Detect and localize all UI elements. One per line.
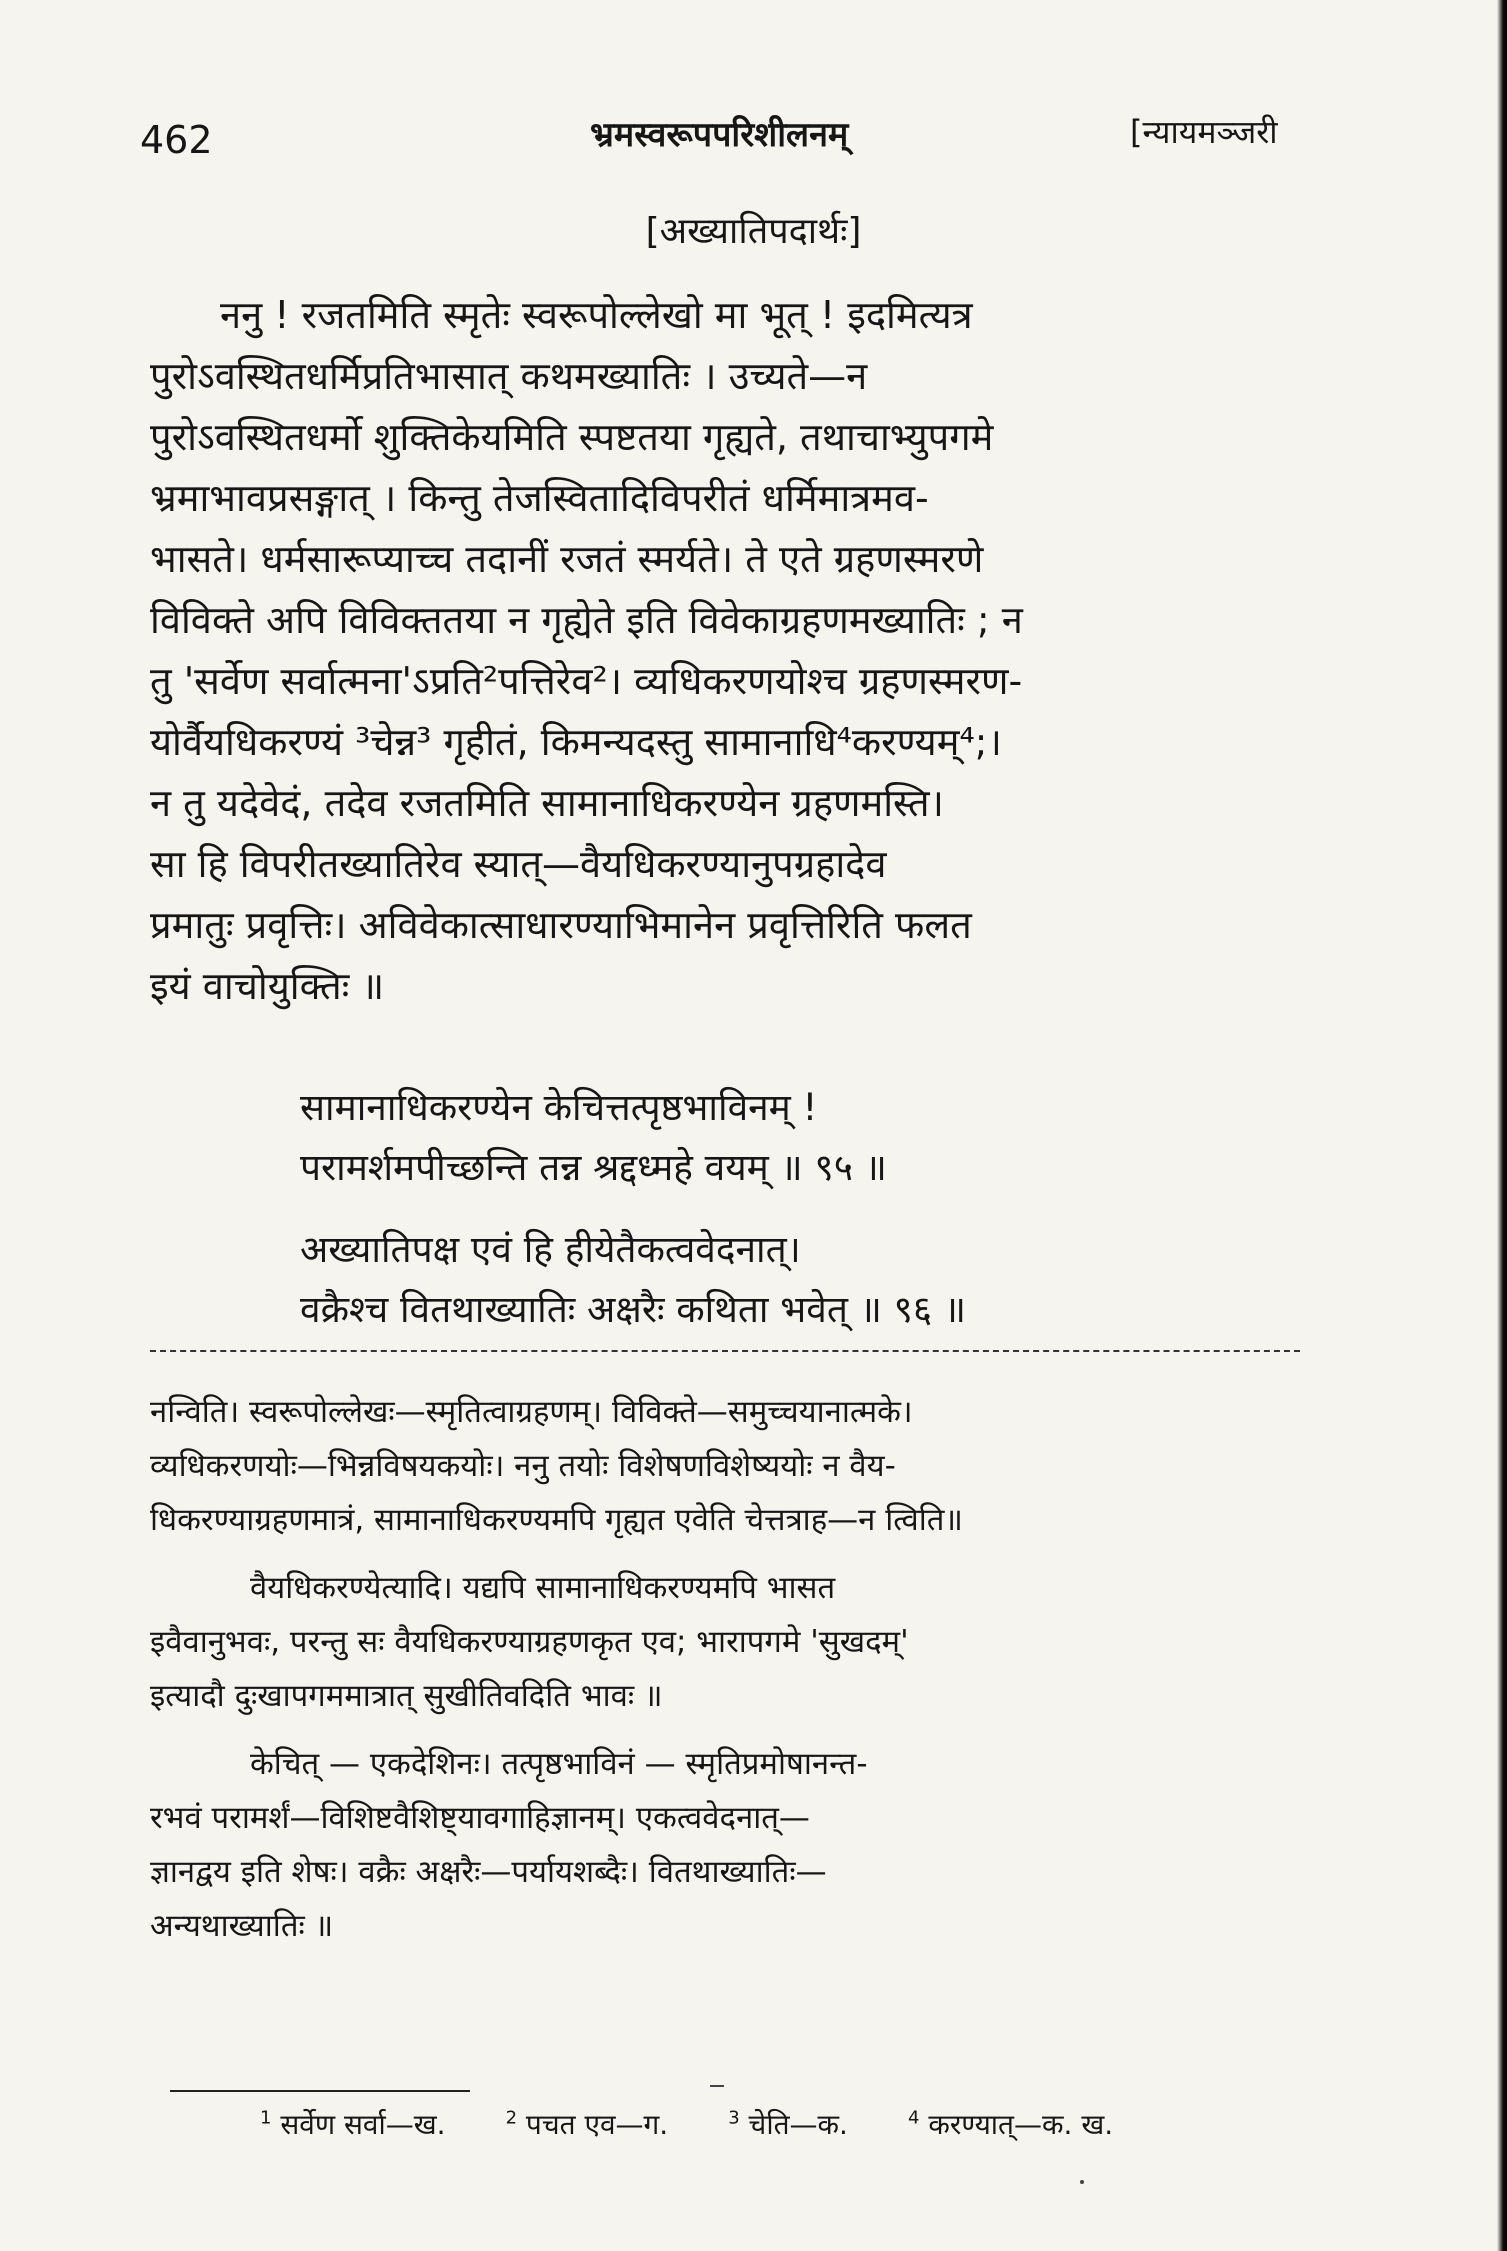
footnote-text: चेति—क. — [748, 2108, 848, 2141]
main-line: प्रमातुः प्रवृत्तिः। अविवेकात्साधारण्याभिमानेन प्रवृत्तिरिति फलत — [150, 903, 972, 947]
main-line: सा हि विपरीतख्यातिरेव स्यात्—वैयधिकरण्यानुपग्रहादेव — [150, 842, 887, 886]
main-line: पुरोऽवस्थितधर्मो शुक्तिकेयमिति स्पष्टतया गृह्यते, तथाचाभ्युपगमे — [150, 415, 994, 459]
verse-line: अख्यातिपक्ष एवं हि हीयेतैकत्ववेदनात्। — [300, 1228, 801, 1271]
main-line: ननु ! रजतमिति स्मृतेः स्वरूपोल्लेखो मा भूत् ! इदमित्यत्र — [220, 293, 973, 337]
footnote-text: सर्वेण सर्वा—ख. — [280, 2108, 446, 2141]
book-title: [न्यायमञ्जरी — [1130, 113, 1278, 151]
footnote — [728, 2105, 848, 2143]
commentary-line: व्यधिकरणयोः—भिन्नविषयकयोः। ननु तयोः विशेषणविशेष्ययोः न वैय- — [150, 1448, 896, 1484]
footnote — [908, 2105, 1113, 2143]
main-line: विविक्ते अपि विविक्ततया न गृह्येते इति विवेकाग्रहणमख्यातिः ; न — [150, 598, 1023, 642]
main-line: इयं वाचोयुक्तिः ॥ — [150, 964, 385, 1008]
footnote-mark: 3 — [728, 2107, 740, 2129]
commentary-paragraph — [150, 1385, 1300, 1547]
running-title: भ्रमस्वरूपपरिशीलनम् — [590, 115, 849, 155]
footnote — [260, 2105, 446, 2143]
footnote-text: करण्यात्—क. ख. — [928, 2108, 1114, 2141]
footnote-divider — [170, 2090, 470, 2092]
verse-95 — [300, 1078, 1250, 1198]
verse-96 — [300, 1220, 1250, 1340]
main-text — [150, 285, 1300, 1017]
commentary-line: ज्ञानद्वय इति शेषः। वक्रैः अक्षरैः—पर्यायशब्दैः। वितथाख्यातिः— — [150, 1854, 827, 1890]
page-number: 462 — [140, 118, 213, 162]
commentary — [150, 1385, 1300, 1967]
main-line: योर्वैयधिकरण्यं ³चेन्न³ गृहीतं, किमन्यदस्तु सामानाधि⁴करण्यम्⁴;। — [150, 720, 1002, 764]
commentary-paragraph — [150, 1561, 1300, 1723]
footnote-mark: 1 — [260, 2107, 272, 2129]
main-line: भासते। धर्मसारूप्याच्च तदानीं रजतं स्मर्यते। ते एते ग्रहणस्मरणे — [150, 537, 984, 581]
footnote-mark: 4 — [907, 2107, 920, 2129]
main-line: तु 'सर्वेण सर्वात्मना'ऽप्रति²पत्तिरेव²। व्यधिकरणयोश्च ग्रहणस्मरण- — [150, 659, 1023, 703]
main-line: न तु यदेवेदं, तदेव रजतमिति सामानाधिकरण्येन ग्रहणमस्ति। — [150, 781, 944, 825]
verse-line: वक्रैश्च वितथाख्यातिः अक्षरैः कथिता भवेत् ॥ ९६ ॥ — [300, 1288, 967, 1331]
footnote-mark: 2 — [505, 2107, 518, 2129]
commentary-line: नन्विति। स्वरूपोल्लेखः—स्मृतित्वाग्रहणम्। विविक्ते—समुच्चयानात्मके। — [150, 1394, 913, 1430]
scan-speck — [1080, 2180, 1084, 2184]
footnotes — [260, 2105, 1113, 2143]
main-line: पुरोऽवस्थितधर्मिप्रतिभासात् कथमख्यातिः । उच्यते—न — [150, 354, 868, 398]
commentary-line: इवैवानुभवः, परन्तु सः वैयधिकरण्याग्रहणकृत एव; भारापगमे 'सुखदम्' — [150, 1624, 909, 1660]
commentary-line: इत्यादौ दुःखापगममात्रात् सुखीतिवदिति भावः ॥ — [150, 1678, 663, 1714]
commentary-line: वैयधिकरण्येत्यादि। यद्यपि सामानाधिकरण्यमपि भासत — [250, 1570, 836, 1606]
commentary-line: रभवं परामर्शं—विशिष्टवैशिष्ट्यावगाहिज्ञानम्। एकत्ववेदनात्— — [150, 1800, 810, 1836]
verse-line: सामानाधिकरण्येन केचित्तत्पृष्ठभाविनम् ! — [300, 1086, 818, 1129]
commentary-divider — [150, 1350, 1300, 1352]
scan-edge-shadow — [1497, 0, 1507, 2251]
scan-speck — [710, 2085, 724, 2087]
footnote — [506, 2105, 669, 2143]
commentary-line: केचित् — एकदेशिनः। तत्पृष्ठभाविनं — स्मृतिप्रमोषानन्त- — [250, 1746, 868, 1782]
verse-line: परामर्शमपीच्छन्ति तन्न श्रद्दध्महे वयम् ॥ ९५ ॥ — [300, 1146, 887, 1189]
main-line: भ्रमाभावप्रसङ्गात् । किन्तु तेजस्वितादिविपरीतं धर्मिमात्रमव- — [150, 476, 929, 520]
commentary-line: अन्यथाख्यातिः ॥ — [150, 1908, 334, 1944]
commentary-line: धिकरण्याग्रहणमात्रं, सामानाधिकरण्यमपि गृह्यत एवेति चेत्तत्राह—न त्विति॥ — [150, 1502, 963, 1538]
footnote-text: पचत एव—ग. — [525, 2108, 669, 2141]
main-paragraph — [150, 285, 1300, 1017]
commentary-paragraph — [150, 1737, 1300, 1953]
section-title: [अख्यातिपदार्थः] — [645, 211, 862, 252]
